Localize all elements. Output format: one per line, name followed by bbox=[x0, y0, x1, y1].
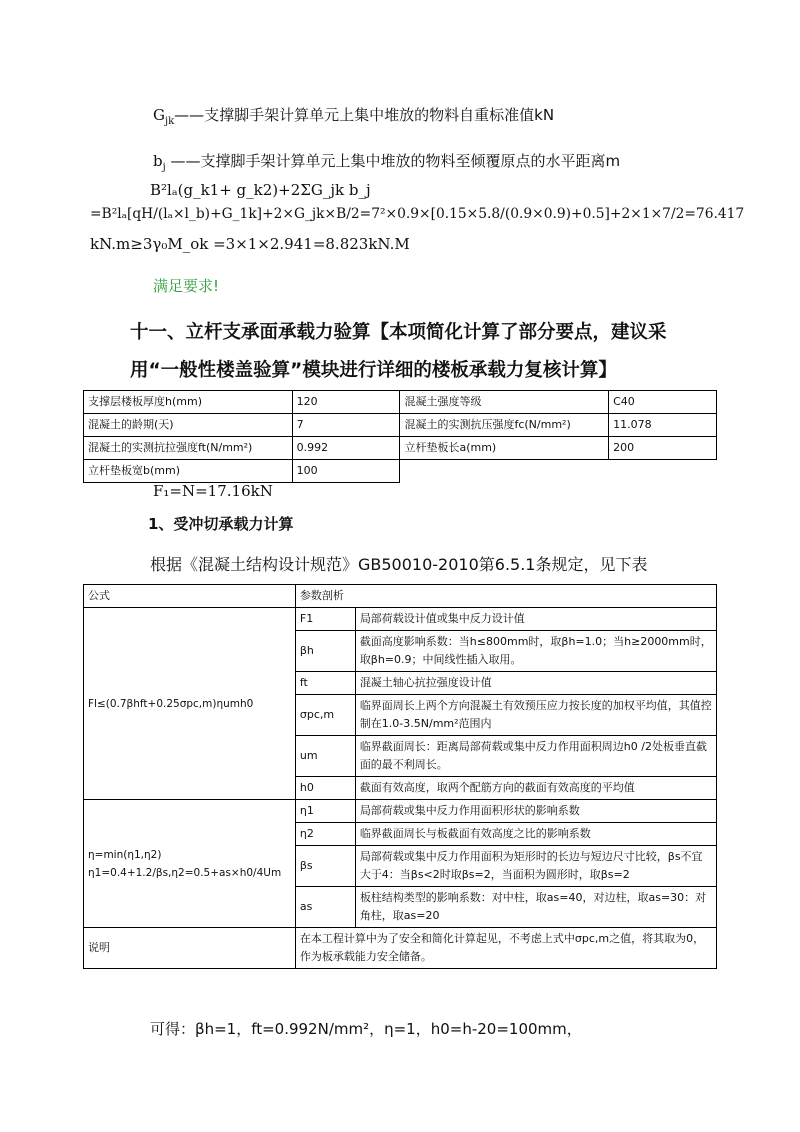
table-row bbox=[84, 437, 717, 460]
param-description: 临界截面周长与板截面有效高度之比的影响系数 bbox=[355, 823, 716, 846]
param-value: 7 bbox=[292, 414, 400, 437]
param-symbol: η1 bbox=[295, 800, 355, 823]
gjk-symbol: G bbox=[153, 106, 165, 124]
gjk-subscript: jk bbox=[164, 116, 175, 127]
param-label: 混凝土的实测抗拉强度ft(N/mm²) bbox=[84, 437, 293, 460]
param-symbol: h0 bbox=[295, 777, 355, 800]
table-row bbox=[84, 928, 717, 969]
param-symbol: um bbox=[295, 736, 355, 777]
formula-punching: Fl≤(0.7βhft+0.25σpc,m)ηumh0 bbox=[84, 608, 296, 800]
param-description: 局部荷载或集中反力作用面积为矩形时的长边与短边尺寸比较，βs不宜大于4：当βs<2时取βs=2，当面积为圆形时，取βs=2 bbox=[355, 846, 716, 887]
subsection-heading: 1、受冲切承载力计算 bbox=[148, 515, 294, 533]
note-text: 在本工程计算中为了安全和简化计算起见，不考虑上式中σpc,m之值，将其取为0，作为板承载能力安全储备。 bbox=[295, 928, 716, 969]
table-row bbox=[84, 460, 717, 483]
gjk-description: ——支撑脚手架计算单元上集中堆放的物料自重标准值kN bbox=[174, 106, 555, 124]
param-value: 100 bbox=[292, 460, 400, 483]
param-description: 临界截面周长：距离局部荷载或集中反力作用面积周边h0 /2处板垂直截面的最不利周长。 bbox=[355, 736, 716, 777]
param-description: 局部荷载设计值或集中反力设计值 bbox=[355, 608, 716, 631]
param-symbol: as bbox=[295, 887, 355, 928]
formula-line-3: kN.m≥3γ₀M_ok =3×1×2.941=8.823kN.M bbox=[90, 235, 410, 253]
param-symbol: η2 bbox=[295, 823, 355, 846]
param-symbol: ft bbox=[295, 672, 355, 695]
param-symbol: σpc,m bbox=[295, 695, 355, 736]
param-symbol: βh bbox=[295, 631, 355, 672]
formula-eta-line-1: η=min(η1,η2) bbox=[88, 848, 162, 861]
param-description: 局部荷载或集中反力作用面积形状的影响系数 bbox=[355, 800, 716, 823]
param-label: 混凝土的实测抗压强度fc(N/mm²) bbox=[400, 414, 609, 437]
bj-subscript: j bbox=[162, 162, 166, 173]
table-row bbox=[84, 391, 717, 414]
note-label: 说明 bbox=[84, 928, 296, 969]
bj-line bbox=[153, 150, 620, 173]
param-description: 截面高度影响系数：当h≤800mm时，取βh=1.0；当h≥2000mm时，取βh=0.9；中间线性插入取用。 bbox=[355, 631, 716, 672]
formula-eta-line-2: η1=0.4+1.2/βs,η2=0.5+as×h0/4Um bbox=[88, 866, 282, 879]
formula-line-1: B²lₐ(g_k1+ g_k2)+2ΣG_jk b_j bbox=[150, 181, 371, 199]
table-row bbox=[84, 608, 717, 631]
param-description: 板柱结构类型的影响系数：对中柱，取as=40，对边柱，取as=30：对角柱，取as=20 bbox=[355, 887, 716, 928]
param-description: 临界面周长上两个方向混凝土有效预压应力按长度的加权平均值，其值控制在1.0-3.5N/mm²范围内 bbox=[355, 695, 716, 736]
param-symbol: βs bbox=[295, 846, 355, 887]
punching-shear-table bbox=[83, 584, 717, 969]
param-label: 立杆垫板长a(mm) bbox=[400, 437, 609, 460]
empty-cell bbox=[609, 460, 717, 483]
table-row bbox=[84, 414, 717, 437]
header-formula: 公式 bbox=[84, 585, 296, 608]
param-label: 混凝土的龄期(天) bbox=[84, 414, 293, 437]
param-value: 11.078 bbox=[609, 414, 717, 437]
code-basis-text: 根据《混凝土结构设计规范》GB50010-2010第6.5.1条规定，见下表 bbox=[150, 555, 648, 574]
section-heading-line-2: 用“一般性楼盖验算”模块进行详细的楼板承载力复核计算】 bbox=[130, 360, 617, 381]
formula-eta bbox=[84, 800, 296, 928]
formula-line-2: =B²lₐ[qH/(lₐ×l_b)+G_1k]+2×G_jk×B/2=7²×0.9×[0.15×5.8/(0.9×0.9)+0.5]+2×1×7/2=76.417 bbox=[90, 206, 745, 222]
f1-equals-n: F₁=N=17.16kN bbox=[153, 482, 273, 500]
param-value: 200 bbox=[609, 437, 717, 460]
param-label: 立杆垫板宽b(mm) bbox=[84, 460, 293, 483]
header-params: 参数剖析 bbox=[295, 585, 716, 608]
bj-description: ——支撑脚手架计算单元上集中堆放的物料至倾覆原点的水平距离m bbox=[165, 152, 621, 170]
gjk-line bbox=[153, 104, 554, 127]
bj-symbol: b bbox=[153, 152, 163, 170]
table-row bbox=[84, 585, 717, 608]
table-row bbox=[84, 800, 717, 823]
empty-cell bbox=[400, 460, 609, 483]
result-line: 可得：βh=1，ft=0.992N/mm²，η=1，h0=h-20=100mm， bbox=[150, 1020, 582, 1038]
param-value: C40 bbox=[609, 391, 717, 414]
param-value: 120 bbox=[292, 391, 400, 414]
requirement-met-text: 满足要求! bbox=[153, 277, 220, 295]
section-heading-line-1: 十一、立杆支承面承载力验算【本项简化计算了部分要点，建议采 bbox=[130, 322, 667, 343]
param-label: 混凝土强度等级 bbox=[400, 391, 609, 414]
param-description: 截面有效高度，取两个配筋方向的截面有效高度的平均值 bbox=[355, 777, 716, 800]
slab-parameters-table bbox=[83, 390, 717, 483]
param-value: 0.992 bbox=[292, 437, 400, 460]
param-symbol: F1 bbox=[295, 608, 355, 631]
param-label: 支撑层楼板厚度h(mm) bbox=[84, 391, 293, 414]
param-description: 混凝土轴心抗拉强度设计值 bbox=[355, 672, 716, 695]
